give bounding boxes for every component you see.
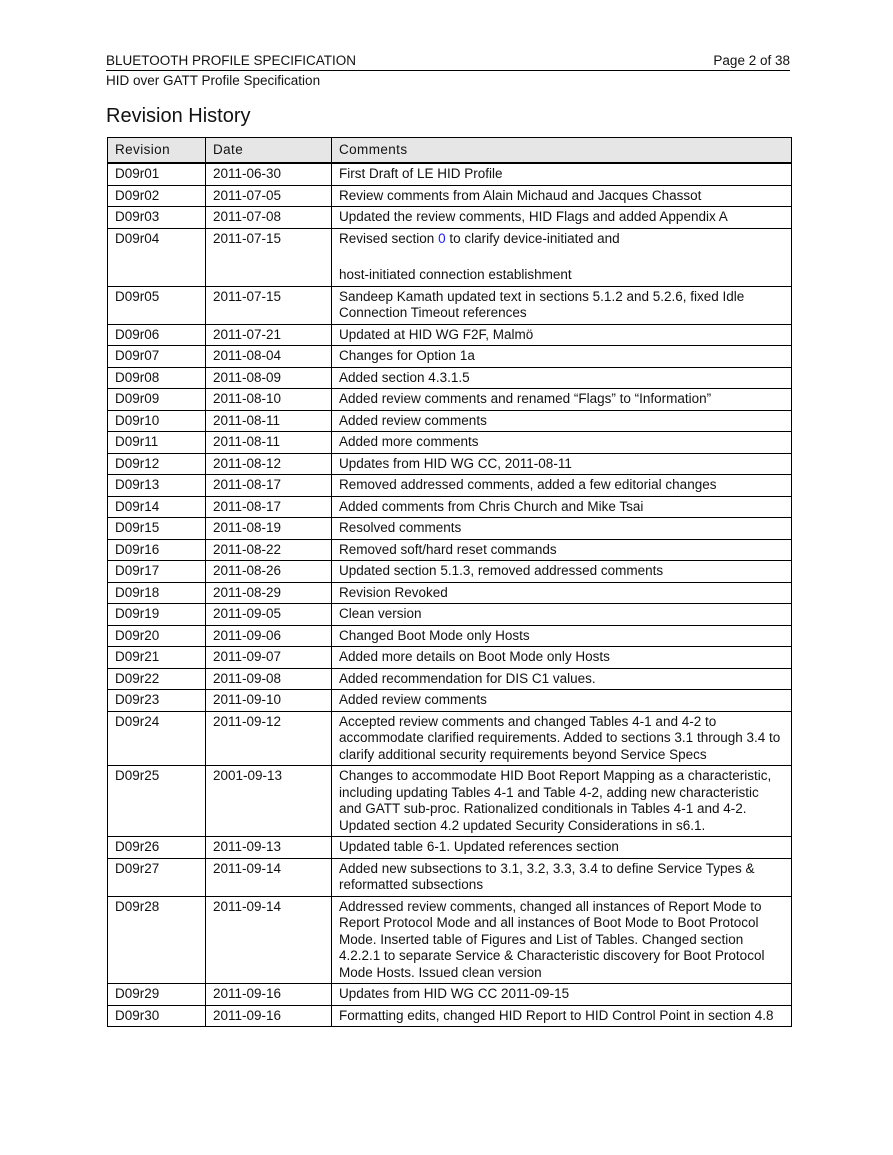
comment-cell: Sandeep Kamath updated text in sections 5.1.2 and 5.2.6, fixed Idle Connection Timeout references (332, 286, 792, 324)
date-cell: 2011-09-14 (206, 858, 332, 896)
comment-cell: Addressed review comments, changed all instances of Report Mode to Report Protocol Mode and all instances of Boot Mode to Boot Protocol Mode. Inserted table of Figures and List of Tables. Changed section 4.2.2.1 to separate Service & Characteristic discovery for Boot Protocol Mode Hosts. Issued clean version (332, 896, 792, 984)
date-cell: 2011-08-11 (206, 410, 332, 432)
table-row (108, 367, 792, 389)
revision-cell: D09r03 (108, 207, 206, 229)
date-cell: 2011-09-16 (206, 1005, 332, 1027)
paragraph-gap (339, 247, 784, 267)
comment-cell: Updates from HID WG CC 2011-09-15 (332, 984, 792, 1006)
revision-cell: D09r29 (108, 984, 206, 1006)
date-cell: 2011-08-04 (206, 346, 332, 368)
date-cell: 2011-07-08 (206, 207, 332, 229)
table-row (108, 453, 792, 475)
date-cell: 2011-09-13 (206, 837, 332, 859)
comment-cell: Updated at HID WG F2F, Malmö (332, 324, 792, 346)
spec-type-label: BLUETOOTH PROFILE SPECIFICATION (106, 53, 357, 68)
comment-cell: Clean version (332, 604, 792, 626)
comment-cell: Resolved comments (332, 518, 792, 540)
comment-cell: Accepted review comments and changed Tables 4-1 and 4-2 to accommodate clarified requirements. Added to sections 3.1 through 3.4 to clarify additional security requirements beyond Service Specs (332, 711, 792, 766)
table-row (108, 668, 792, 690)
comment-cell: Revision Revoked (332, 582, 792, 604)
revision-cell: D09r23 (108, 690, 206, 712)
table-row (108, 690, 792, 712)
table-row (108, 766, 792, 837)
date-cell: 2011-07-15 (206, 228, 332, 286)
date-cell: 2011-08-19 (206, 518, 332, 540)
table-row (108, 228, 792, 286)
table-row (108, 346, 792, 368)
comment-cell: Changed Boot Mode only Hosts (332, 625, 792, 647)
revision-cell: D09r21 (108, 647, 206, 669)
column-header-date: Date (206, 138, 332, 164)
revision-cell: D09r28 (108, 896, 206, 984)
table-header-row (108, 138, 792, 164)
date-cell: 2011-07-05 (206, 185, 332, 207)
comment-cell: Updated the review comments, HID Flags and added Appendix A (332, 207, 792, 229)
table-row (108, 185, 792, 207)
comment-cell: Added review comments (332, 410, 792, 432)
table-row (108, 410, 792, 432)
table-row (108, 539, 792, 561)
table-row (108, 837, 792, 859)
comment-cell: Added section 4.3.1.5 (332, 367, 792, 389)
page-title: Revision History (106, 105, 251, 127)
revision-cell: D09r30 (108, 1005, 206, 1027)
table-row (108, 286, 792, 324)
comment-cell: Removed addressed comments, added a few editorial changes (332, 475, 792, 497)
comment-cell: Updated section 5.1.3, removed addressed comments (332, 561, 792, 583)
revision-cell: D09r06 (108, 324, 206, 346)
revision-cell: D09r11 (108, 432, 206, 454)
revision-cell: D09r04 (108, 228, 206, 286)
comment-cell: First Draft of LE HID Profile (332, 163, 792, 185)
date-cell: 2011-09-08 (206, 668, 332, 690)
spec-name-label: HID over GATT Profile Specification (106, 73, 321, 88)
table-row (108, 561, 792, 583)
comment-text: host-initiated connection establishment (339, 267, 572, 282)
table-row (108, 496, 792, 518)
date-cell: 2011-07-21 (206, 324, 332, 346)
table-row (108, 475, 792, 497)
revision-cell: D09r09 (108, 389, 206, 411)
revision-cell: D09r16 (108, 539, 206, 561)
date-cell: 2011-08-17 (206, 496, 332, 518)
revision-cell: D09r10 (108, 410, 206, 432)
date-cell: 2011-09-16 (206, 984, 332, 1006)
revision-cell: D09r25 (108, 766, 206, 837)
table-row (108, 896, 792, 984)
revision-cell: D09r01 (108, 163, 206, 185)
table-row (108, 984, 792, 1006)
table-row (108, 858, 792, 896)
date-cell: 2011-08-22 (206, 539, 332, 561)
date-cell: 2011-09-14 (206, 896, 332, 984)
revision-cell: D09r26 (108, 837, 206, 859)
comment-cell: Added review comments (332, 690, 792, 712)
table-row (108, 324, 792, 346)
date-cell: 2011-09-06 (206, 625, 332, 647)
column-header-revision: Revision (108, 138, 206, 164)
table-row (108, 647, 792, 669)
comment-cell: Review comments from Alain Michaud and Jacques Chassot (332, 185, 792, 207)
table-row (108, 389, 792, 411)
date-cell: 2011-09-05 (206, 604, 332, 626)
table-row (108, 711, 792, 766)
table-row (108, 207, 792, 229)
date-cell: 2011-09-12 (206, 711, 332, 766)
revision-cell: D09r17 (108, 561, 206, 583)
revision-cell: D09r24 (108, 711, 206, 766)
revision-cell: D09r13 (108, 475, 206, 497)
column-header-comments: Comments (332, 138, 792, 164)
date-cell: 2011-09-10 (206, 690, 332, 712)
table-row (108, 1005, 792, 1027)
date-cell: 2011-08-11 (206, 432, 332, 454)
comment-text: to clarify device-initiated and (445, 230, 620, 246)
revision-cell: D09r15 (108, 518, 206, 540)
revision-cell: D09r20 (108, 625, 206, 647)
comment-cell: Added recommendation for DIS C1 values. (332, 668, 792, 690)
revision-cell: D09r05 (108, 286, 206, 324)
comment-cell: Changes to accommodate HID Boot Report Mapping as a characteristic, including updating Tables 4-1 and Table 4-2, adding new characteristic and GATT sub-proc. Rationalized conditionals in Tables 4-1 and 4-2. Updated section 4.2 updated Security Considerations in s6.1. (332, 766, 792, 837)
comment-cell: Updates from HID WG CC, 2011-08-11 (332, 453, 792, 475)
comment-cell: Changes for Option 1a (332, 346, 792, 368)
comment-cell: Added new subsections to 3.1, 3.2, 3.3, 3.4 to define Service Types & reformatted subsections (332, 858, 792, 896)
date-cell: 2011-08-10 (206, 389, 332, 411)
comment-cell (332, 228, 792, 286)
table-row (108, 163, 792, 185)
comment-cell: Added comments from Chris Church and Mike Tsai (332, 496, 792, 518)
date-cell: 2011-08-17 (206, 475, 332, 497)
table-row (108, 518, 792, 540)
date-cell: 2011-07-15 (206, 286, 332, 324)
revision-cell: D09r08 (108, 367, 206, 389)
table-row (108, 432, 792, 454)
revision-cell: D09r22 (108, 668, 206, 690)
revision-cell: D09r12 (108, 453, 206, 475)
comment-cell: Removed soft/hard reset commands (332, 539, 792, 561)
comment-cell: Updated table 6-1. Updated references section (332, 837, 792, 859)
comment-cell: Added more details on Boot Mode only Hosts (332, 647, 792, 669)
revision-cell: D09r14 (108, 496, 206, 518)
revision-history-table (107, 137, 792, 1027)
comment-cell: Formatting edits, changed HID Report to HID Control Point in section 4.8 (332, 1005, 792, 1027)
page-header (106, 52, 790, 71)
comment-cell: Added review comments and renamed “Flags” to “Information” (332, 389, 792, 411)
table-row (108, 582, 792, 604)
page-number: Page 2 of 38 (713, 53, 790, 68)
comment-text: Revised section (339, 230, 439, 246)
date-cell: 2011-08-09 (206, 367, 332, 389)
table-row (108, 625, 792, 647)
date-cell: 2011-09-07 (206, 647, 332, 669)
date-cell: 2011-08-26 (206, 561, 332, 583)
revision-cell: D09r18 (108, 582, 206, 604)
date-cell: 2011-08-29 (206, 582, 332, 604)
section-cross-reference-link[interactable]: 0 (438, 230, 446, 246)
table-row (108, 604, 792, 626)
revision-cell: D09r02 (108, 185, 206, 207)
revision-cell: D09r19 (108, 604, 206, 626)
date-cell: 2011-08-12 (206, 453, 332, 475)
revision-cell: D09r07 (108, 346, 206, 368)
revision-cell: D09r27 (108, 858, 206, 896)
date-cell: 2011-06-30 (206, 163, 332, 185)
date-cell: 2001-09-13 (206, 766, 332, 837)
comment-cell: Added more comments (332, 432, 792, 454)
